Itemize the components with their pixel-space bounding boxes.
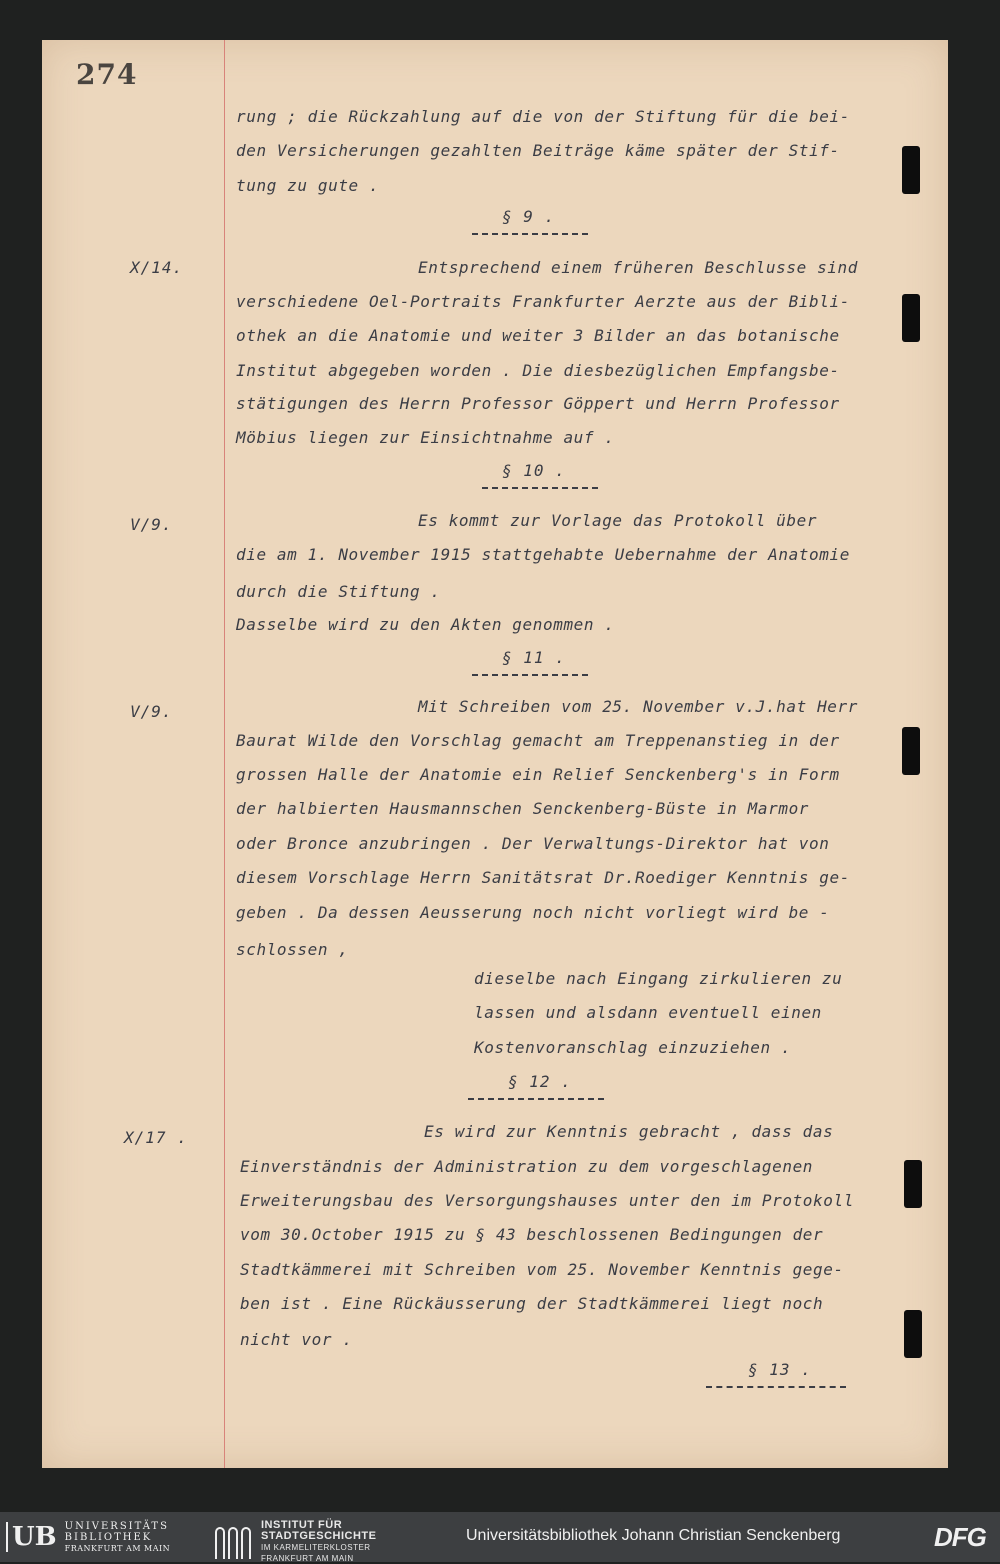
section-underline (472, 674, 588, 676)
arches-icon (215, 1525, 251, 1559)
section-underline (468, 1098, 604, 1100)
text-line: Erweiterungsbau des Versorgungshauses unter den im Protokoll (240, 1191, 854, 1210)
text-line: Es kommt zur Vorlage das Protokoll über (418, 511, 818, 530)
text-line: Kostenvoranschlag einzuziehen . (474, 1038, 792, 1057)
text-line: Möbius liegen zur Einsichtnahme auf . (236, 428, 615, 447)
dfg-logo[interactable]: DFG (934, 1522, 986, 1552)
black-marker (902, 294, 920, 342)
black-marker (902, 727, 920, 775)
text-line: Dasselbe wird zu den Akten genommen . (236, 615, 615, 634)
isg-logo[interactable] (215, 1520, 376, 1564)
isg-line: FRANKFURT AM MAIN (261, 1554, 354, 1563)
black-marker (902, 146, 920, 194)
text-line: der halbierten Hausmannschen Senckenberg-Büste in Marmor (236, 799, 810, 818)
margin-reference: X/17 . (124, 1128, 188, 1147)
text-line: stätigungen des Herrn Professor Göppert und Herrn Professor (236, 394, 840, 413)
text-line: durch die Stiftung . (236, 582, 441, 601)
ub-line: FRANKFURT AM MAIN (64, 1543, 171, 1553)
text-line: Es wird zur Kenntnis gebracht , dass das (424, 1122, 834, 1141)
black-marker (904, 1160, 922, 1208)
section-heading: § 9 . (502, 207, 556, 226)
section-heading: § 12 . (508, 1072, 572, 1091)
text-line: dieselbe nach Eingang zirkulieren zu (474, 969, 843, 988)
isg-line: INSTITUT FÜR (261, 1519, 343, 1531)
ub-logo-text (65, 1521, 171, 1554)
section-underline (472, 233, 588, 235)
text-line: den Versicherungen gezahlten Beiträge käme später der Stif- (236, 141, 840, 160)
margin-reference: V/9. (130, 702, 173, 721)
text-line: Stadtkämmerei mit Schreiben vom 25. November Kenntnis gege- (240, 1260, 844, 1279)
document-page (42, 40, 948, 1468)
isg-logo-text (261, 1520, 376, 1564)
text-line: ben ist . Eine Rückäusserung der Stadtkämmerei liegt noch (240, 1294, 824, 1313)
text-line: Entsprechend einem früheren Beschlusse sind (418, 258, 859, 277)
black-marker (904, 1310, 922, 1358)
footer-bar (0, 1512, 1000, 1562)
section-heading: § 13 . (748, 1360, 812, 1379)
text-line: die am 1. November 1915 stattgehabte Uebernahme der Anatomie (236, 545, 850, 564)
ub-line: UNIVERSITÄTS (64, 1520, 169, 1532)
text-line: diesem Vorschlage Herrn Sanitätsrat Dr.Roediger Kenntnis ge- (236, 868, 850, 887)
text-line: othek an die Anatomie und weiter 3 Bilder an das botanische (236, 326, 840, 345)
text-line: verschiedene Oel-Portraits Frankfurter Aerzte aus der Bibli- (236, 292, 850, 311)
ub-mark: UB (6, 1522, 57, 1552)
text-line: Einverständnis der Administration zu dem vorgeschlagenen (240, 1157, 814, 1176)
margin-reference: X/14. (130, 258, 184, 277)
text-line: schlossen , (236, 940, 349, 959)
section-underline (706, 1386, 846, 1388)
text-line: rung ; die Rückzahlung auf die von der Stiftung für die bei- (236, 107, 850, 126)
text-line: lassen und alsdann eventuell einen (474, 1003, 822, 1022)
text-line: nicht vor . (240, 1330, 353, 1349)
isg-line: STADTGESCHICHTE (261, 1530, 377, 1542)
section-underline (482, 487, 598, 489)
ub-line: BIBLIOTHEK (64, 1531, 153, 1543)
text-line: Baurat Wilde den Vorschlag gemacht am Treppenanstieg in der (236, 731, 840, 750)
section-heading: § 11 . (502, 648, 566, 667)
text-line: Institut abgegeben worden . Die diesbezüglichen Empfangsbe- (236, 361, 840, 380)
text-line: oder Bronce anzubringen . Der Verwaltungs-Direktor hat von (236, 834, 830, 853)
text-line: Mit Schreiben vom 25. November v.J.hat Herr (418, 697, 859, 716)
text-line: geben . Da dessen Aeusserung noch nicht vorliegt wird be - (236, 903, 830, 922)
section-heading: § 10 . (502, 461, 566, 480)
text-line: grossen Halle der Anatomie ein Relief Senckenberg's in Form (236, 765, 840, 784)
isg-line: IM KARMELITERKLOSTER (261, 1543, 371, 1552)
text-line: tung zu gute . (236, 176, 380, 195)
text-line: vom 30.October 1915 zu § 43 beschlossenen Bedingungen der (240, 1225, 824, 1244)
margin-reference: V/9. (130, 515, 173, 534)
ub-logo[interactable] (6, 1520, 170, 1554)
margin-rule (224, 40, 225, 1468)
footer-title[interactable]: Universitätsbibliothek Johann Christian Senckenberg (466, 1527, 841, 1544)
page-number: 274 (76, 58, 138, 91)
